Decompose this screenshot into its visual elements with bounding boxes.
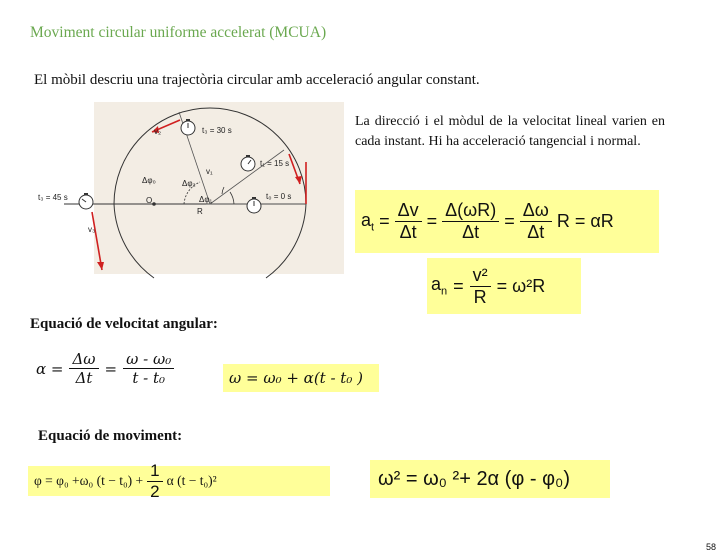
at-fraction-3: $\frac{\Delta\omega}{\Delta t}$ — [520, 200, 552, 243]
omega-squared-equation-box — [370, 460, 610, 498]
at-fraction-1: $\frac{\Delta v}{\Delta t}$ — [395, 200, 422, 243]
omega-squared-equation-text: ω² = ω₀ ²+ 2α (φ - φ₀) — [378, 467, 571, 490]
an-rhs: = ω²R — [496, 275, 546, 296]
label-t1: t₁ = 15 s — [260, 159, 290, 168]
label-t3: t₃ = 30 s — [202, 126, 232, 135]
normal-acceleration-box: $a_n$ = $\frac{\text{v²}}{R}$ = ω²R — [427, 258, 581, 314]
trajectory-arc — [114, 108, 306, 204]
an-symbol: $a_n$ — [431, 274, 448, 298]
intro-text: El mòbil descriu una trajectòria circular amb acceleració angular constant. — [34, 72, 480, 88]
label-v2: v₂ — [154, 127, 162, 136]
label-radius: R — [197, 207, 203, 216]
phi-half-fraction: $\frac{1}{2}$ — [147, 461, 162, 502]
description-paragraph: La direcció i el mòdul de la velocitat lineal varien en cada instant. Hi ha acceleració tangencial i normal. — [355, 114, 665, 149]
phi-equation-left: φ = φ₀ +ω₀ (t − t₀) + — [34, 473, 144, 488]
clock-icon-30s — [181, 119, 195, 135]
circular-motion-figure — [38, 102, 344, 274]
omega-equation-box — [223, 364, 379, 392]
clock-icon-0s — [247, 197, 261, 213]
omega-equation-text: ω = ω₀ + α(t - t₀ ) — [229, 369, 363, 387]
at-fraction-2: $\frac{\Delta(\omega R)}{\Delta t}$ — [442, 200, 499, 243]
tangential-acceleration-box: $a_t$ = $\frac{\Delta v}{\Delta t}$ = $\frac{\Delta(\omega R)}{\Delta t}$ = $\frac{\Delta\omega}{\Delta t}$ R = αR — [355, 190, 659, 253]
label-dphi2: Δφ₂ — [182, 179, 196, 188]
alpha-equation: α = $\frac{\Delta\omega}{\Delta t}$ = $\frac{\text{ω - ω₀}}{\text{t - t₀}}$ — [36, 350, 174, 387]
at-tail: R = αR — [556, 211, 614, 231]
label-v1: v₁ — [206, 167, 213, 176]
label-t0: t₀ = 0 s — [266, 192, 292, 201]
label-t45: t₃ = 45 s — [38, 193, 68, 202]
page-number: 58 — [705, 542, 716, 552]
label-v3: v₃ — [88, 225, 96, 234]
alpha-fraction-2: $\frac{\text{ω - ω₀}}{\text{t - t₀}}$ — [123, 350, 174, 387]
phi-equation-box — [28, 460, 330, 501]
alpha-fraction-1: $\frac{\Delta\omega}{\Delta t}$ — [69, 350, 98, 387]
clock-icon-15s — [241, 155, 255, 171]
label-dphi1: Δφ₁ — [199, 195, 213, 204]
at-symbol: $a_t$ — [361, 209, 375, 234]
heading-angular-velocity: Equació de velocitat angular: — [30, 316, 218, 332]
clock-icon-45s — [79, 193, 93, 209]
label-dphi0: Δφ₀ — [142, 176, 156, 185]
label-origin: O — [146, 196, 153, 205]
slide-title: Moviment circular uniforme accelerat (MCUA) — [30, 24, 327, 41]
heading-motion: Equació de moviment: — [38, 428, 183, 444]
phi-equation-right: α (t − t₀)² — [166, 473, 217, 488]
an-fraction: $\frac{\text{v²}}{R}$ — [470, 265, 491, 308]
velocity-v3-arrow — [92, 212, 102, 270]
